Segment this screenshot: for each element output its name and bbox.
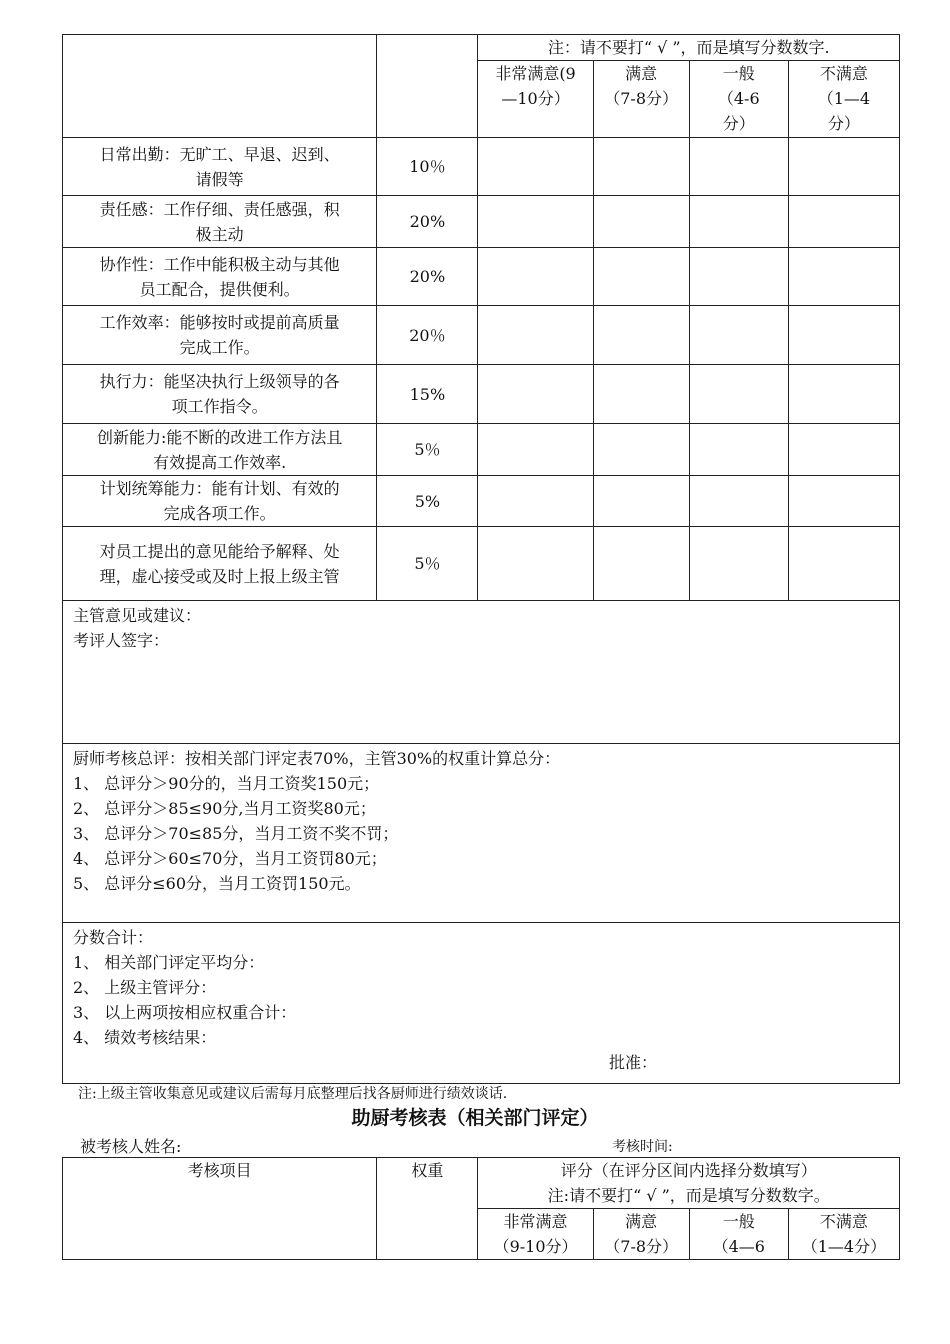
table-row — [63, 527, 900, 601]
score-total-item: 2、 上级主管评分： — [73, 978, 217, 997]
summary-item: 2、 总评分＞85≤90分,当月工资奖80元； — [73, 799, 376, 818]
weight-cell: 20% — [377, 196, 478, 248]
score-total-item: 3、 以上两项按相应权重合计： — [73, 1003, 297, 1022]
table-row — [63, 306, 900, 365]
score-cell[interactable] — [478, 365, 593, 424]
score-cell[interactable] — [593, 527, 689, 601]
score-cell[interactable] — [788, 196, 899, 248]
score-note: 注：请不要打“ √ ”，而是填写分数数字. — [478, 35, 900, 61]
table-row — [63, 196, 900, 248]
weight-cell: 20% — [377, 248, 478, 306]
level-very-satisfied: 非常满意(9 —10分） — [478, 61, 593, 138]
examinee-name-label: 被考核人姓名: — [80, 1137, 182, 1156]
score-cell[interactable] — [689, 424, 788, 476]
item-attendance: 日常出勤：无旷工、早退、迟到、 请假等 — [63, 138, 377, 196]
item-innovation: 创新能力:能不断的改进工作方法且 有效提高工作效率. — [63, 424, 377, 476]
table-row — [63, 424, 900, 476]
summary-item: 1、 总评分＞90分的，当月工资奖150元； — [73, 774, 380, 793]
weight-column-header: 权重 — [377, 1158, 478, 1260]
summary-item: 3、 总评分＞70≤85分，当月工资不奖不罚； — [73, 824, 399, 843]
score-total-item: 4、 绩效考核结果： — [73, 1028, 217, 1047]
weight-cell: 5% — [377, 476, 478, 527]
score-cell[interactable] — [478, 476, 593, 527]
weight-cell: 15% — [377, 365, 478, 424]
score-cell[interactable] — [689, 138, 788, 196]
score-cell[interactable] — [788, 138, 899, 196]
score-cell[interactable] — [478, 196, 593, 248]
score-header: 评分（在评分区间内选择分数填写） 注:请不要打“ √ ”，而是填写分数数字。 — [478, 1158, 900, 1209]
level-very-satisfied: 非常满意 （9-10分） — [478, 1209, 593, 1260]
score-cell[interactable] — [593, 248, 689, 306]
score-cell[interactable] — [478, 248, 593, 306]
score-cell[interactable] — [689, 365, 788, 424]
item-header-cell — [63, 35, 377, 138]
chef-evaluation-table — [62, 34, 900, 1084]
item-column-header: 考核项目 — [63, 1158, 377, 1260]
score-note: 注:请不要打“ √ ”，而是填写分数数字。 — [547, 1186, 830, 1205]
signature-label: 考评人签字： — [73, 631, 170, 650]
weight-header-cell — [377, 35, 478, 138]
table-row — [63, 248, 900, 306]
score-cell[interactable] — [593, 424, 689, 476]
score-cell[interactable] — [689, 248, 788, 306]
score-cell[interactable] — [593, 138, 689, 196]
weight-cell: 5％ — [377, 424, 478, 476]
score-cell[interactable] — [689, 527, 788, 601]
score-cell[interactable] — [788, 248, 899, 306]
form2-title: 助厨考核表（相关部门评定） — [351, 1107, 599, 1129]
item-planning: 计划统筹能力：能有计划、有效的 完成各项工作。 — [63, 476, 377, 527]
item-cooperation: 协作性：工作中能积极主动与其他 员工配合，提供便利。 — [63, 248, 377, 306]
score-cell[interactable] — [788, 365, 899, 424]
table-row — [63, 476, 900, 527]
exam-time-label: 考核时间: — [612, 1139, 673, 1155]
supervisor-opinion-label: 主管意见或建议： — [73, 606, 202, 625]
score-cell[interactable] — [689, 476, 788, 527]
level-unsatisfied: 不满意 （1—4分） — [788, 1209, 899, 1260]
weight-cell: 5％ — [377, 527, 478, 601]
item-feedback-handling: 对员工提出的意见能给予解释、处 理，虚心接受或及时上报上级主管 — [63, 527, 377, 601]
score-cell[interactable] — [689, 196, 788, 248]
score-cell[interactable] — [478, 306, 593, 365]
score-cell[interactable] — [788, 424, 899, 476]
score-cell[interactable] — [593, 196, 689, 248]
score-cell[interactable] — [593, 476, 689, 527]
score-cell[interactable] — [788, 306, 899, 365]
level-average: 一般 （4-6 分） — [689, 61, 788, 138]
score-cell[interactable] — [478, 138, 593, 196]
summary-section — [63, 744, 900, 923]
supervisor-opinion-section[interactable] — [63, 601, 900, 744]
score-cell[interactable] — [593, 306, 689, 365]
item-execution: 执行力：能坚决执行上级领导的各 项工作指令。 — [63, 365, 377, 424]
table-row — [63, 138, 900, 196]
score-cell[interactable] — [788, 527, 899, 601]
summary-item: 4、 总评分＞60≤70分，当月工资罚80元； — [73, 849, 387, 868]
assistant-chef-evaluation-table — [62, 1157, 900, 1260]
level-satisfied: 满意 （7-8分） — [593, 1209, 689, 1260]
level-satisfied: 满意 （7-8分） — [593, 61, 689, 138]
item-responsibility: 责任感：工作仔细、责任感强，积 极主动 — [63, 196, 377, 248]
approve-label: 批准： — [609, 1053, 658, 1072]
weight-cell: 10％ — [377, 138, 478, 196]
score-total-title: 分数合计： — [73, 928, 154, 947]
weight-cell: 20％ — [377, 306, 478, 365]
score-cell[interactable] — [788, 476, 899, 527]
score-total-section[interactable] — [63, 923, 900, 1084]
score-total-item: 1、 相关部门评定平均分： — [73, 953, 265, 972]
score-cell[interactable] — [593, 365, 689, 424]
score-cell[interactable] — [478, 424, 593, 476]
table-row — [63, 365, 900, 424]
level-unsatisfied: 不满意 （1—4 分） — [788, 61, 899, 138]
level-average: 一般 （4—6 — [689, 1209, 788, 1260]
summary-item: 5、 总评分≤60分，当月工资罚150元。 — [73, 874, 361, 893]
summary-title: 厨师考核总评：按相关部门评定表70%，主管30%的权重计算总分： — [73, 749, 561, 768]
score-cell[interactable] — [478, 527, 593, 601]
footnote: 注:上级主管收集意见或建议后需每月底整理后找各厨师进行绩效谈话. — [78, 1086, 508, 1102]
item-efficiency: 工作效率：能够按时或提前高质量 完成工作。 — [63, 306, 377, 365]
score-cell[interactable] — [689, 306, 788, 365]
